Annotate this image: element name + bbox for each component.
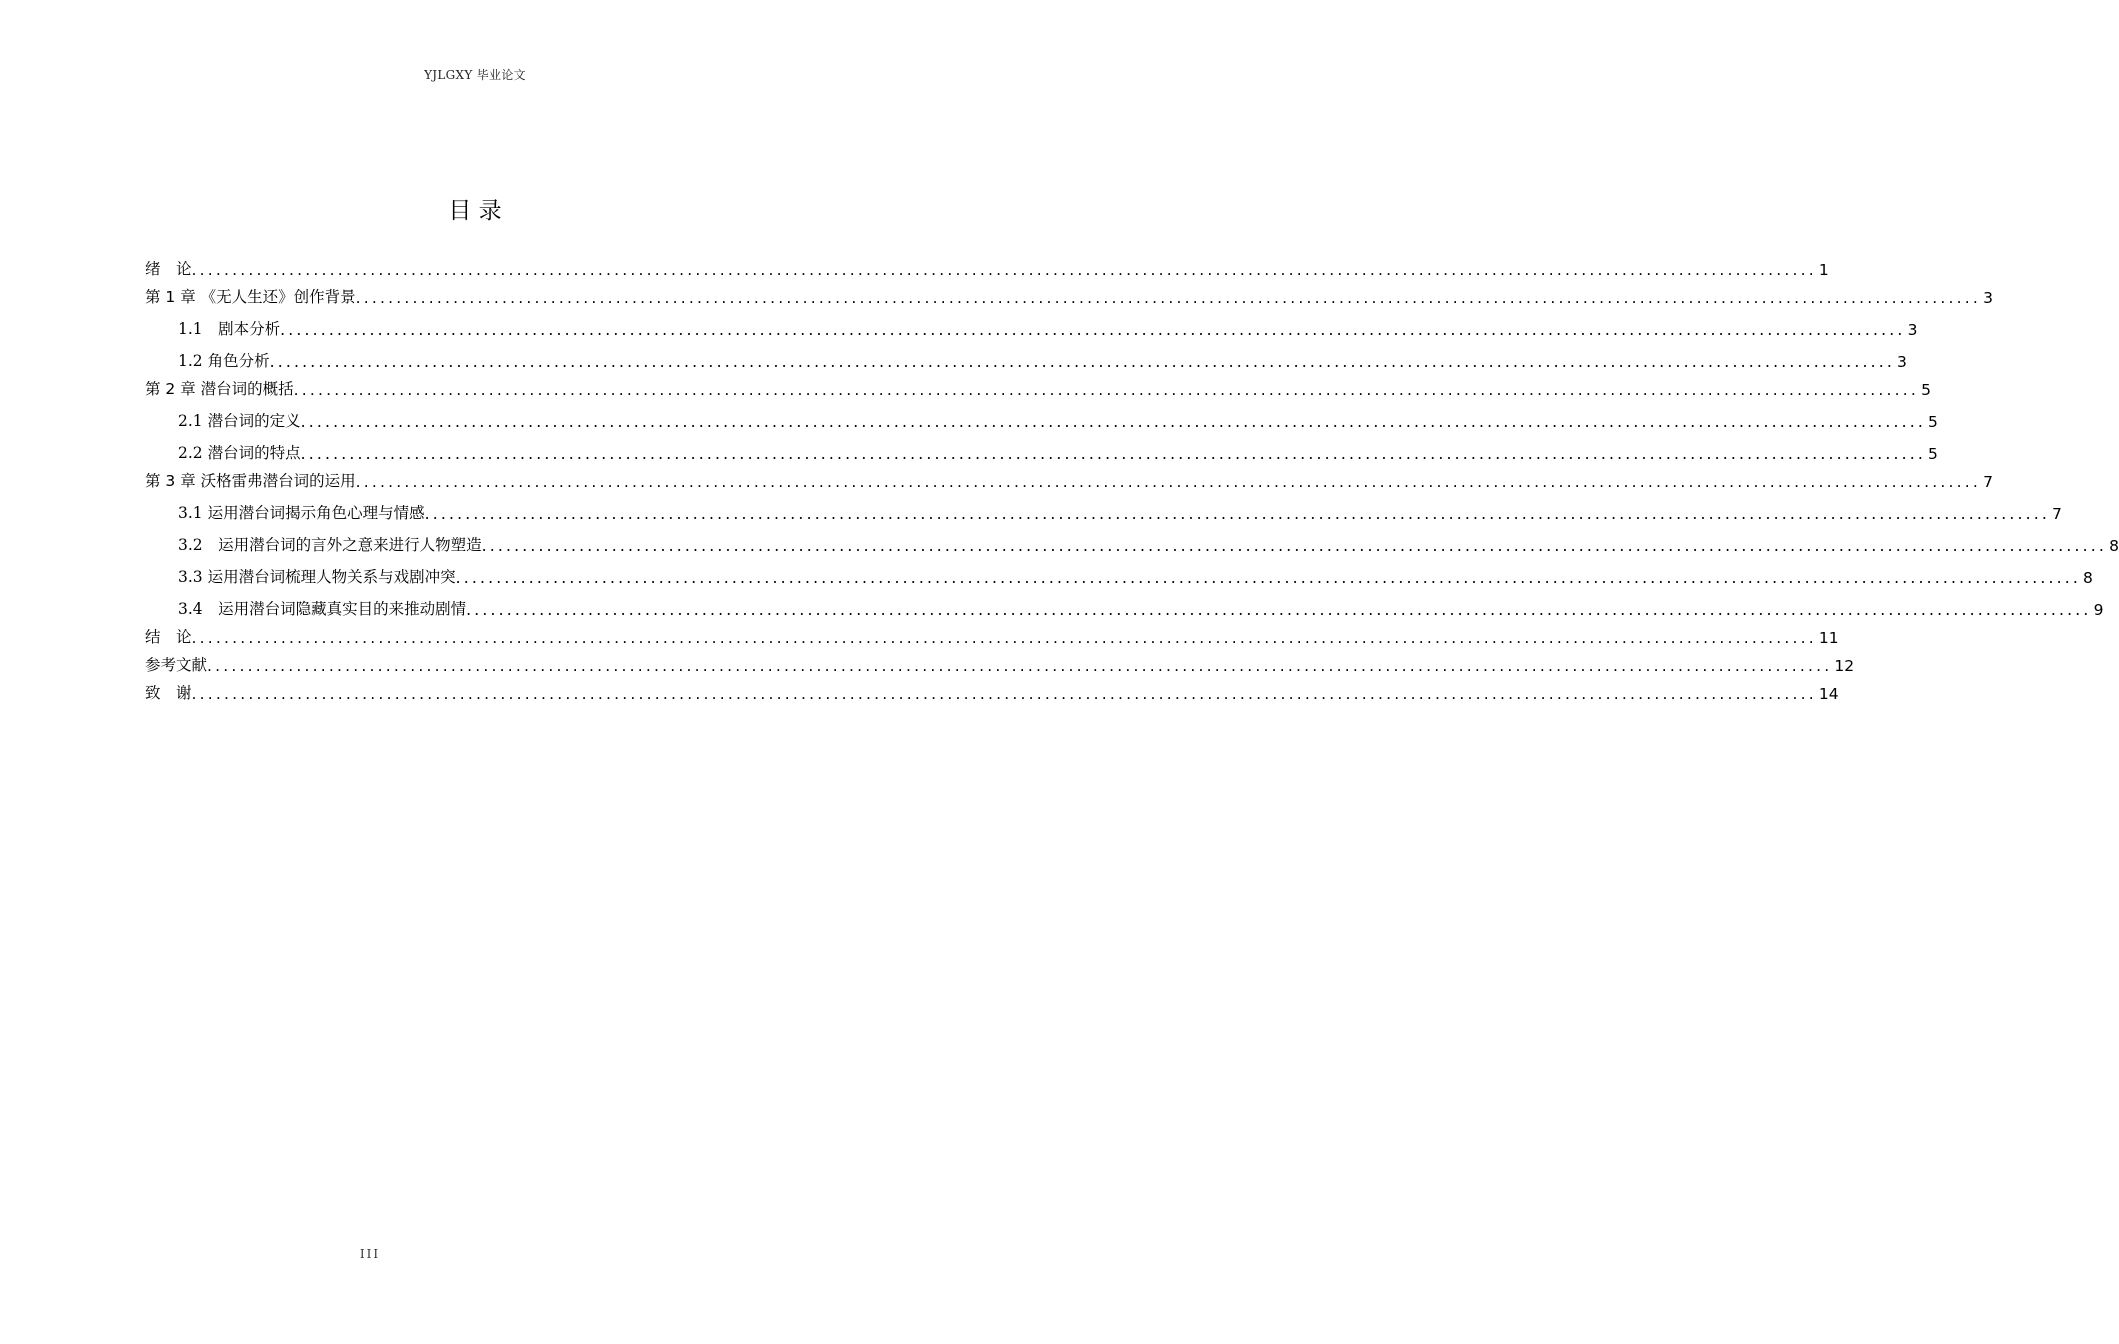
toc-entry[interactable] <box>145 340 1907 372</box>
toc-entry-page: 9 <box>2093 601 2104 619</box>
toc-entry-label: 3.1 运用潜台词揭示角色心理与情感 <box>178 504 425 522</box>
toc-entry[interactable] <box>145 280 1993 308</box>
toc-leader-dots: ........................................................................................................................................................................................................ <box>424 505 2050 523</box>
toc-entry-page: 5 <box>1927 413 1938 431</box>
toc-leader-dots: ........................................................................................................................................................................................................ <box>293 381 1920 399</box>
toc-entry-label: 第 3 章 沃格雷弗潜台词的运用 <box>145 472 356 490</box>
toc-entry-label: 结 论 <box>145 628 192 646</box>
toc-entry-label: 致 谢 <box>145 684 192 702</box>
table-of-contents <box>145 252 2119 704</box>
toc-entry-label: 第 2 章 潜台词的概括 <box>145 380 294 398</box>
toc-entry[interactable] <box>145 492 2062 524</box>
toc-entry-page: 12 <box>1834 657 1855 675</box>
toc-entry[interactable] <box>145 676 1839 704</box>
toc-leader-dots: ........................................................................................................................................................................................................ <box>355 289 1982 307</box>
toc-leader-dots: ........................................................................................................................................................................................................ <box>269 353 1895 371</box>
page-header: YJLGXY 毕业论文 <box>424 68 526 82</box>
toc-leader-dots: ........................................................................................................................................................................................................ <box>355 473 1982 491</box>
toc-leader-dots: ........................................................................................................................................................................................................ <box>207 657 1833 675</box>
toc-entry-label: 2.2 潜台词的特点 <box>178 444 301 462</box>
toc-leader-dots: ........................................................................................................................................................................................................ <box>300 413 1926 431</box>
toc-entry[interactable] <box>145 372 1931 400</box>
toc-entry[interactable] <box>145 648 1855 676</box>
toc-entry-page: 8 <box>2109 537 2119 555</box>
toc-entry-page: 7 <box>2052 505 2062 523</box>
toc-entry-label: 1.2 角色分析 <box>178 352 270 370</box>
header-divider <box>145 86 805 87</box>
toc-entry-label: 3.2 运用潜台词的言外之意来进行人物塑造 <box>178 536 482 554</box>
toc-entry-page: 5 <box>1927 445 1938 463</box>
toc-entry-label: 1.1 剧本分析 <box>178 320 281 338</box>
toc-entry-page: 11 <box>1818 629 1839 647</box>
toc-leader-dots: ........................................................................................................................................................................................................ <box>191 685 1817 703</box>
toc-entry-page: 7 <box>1983 473 1993 491</box>
page-number: III <box>359 1247 381 1261</box>
toc-entry-label: 绪 论 <box>145 260 192 278</box>
toc-entry[interactable] <box>145 432 1938 464</box>
toc-leader-dots: ........................................................................................................................................................................................................ <box>481 537 2108 555</box>
toc-entry[interactable] <box>145 620 1839 648</box>
toc-entry-page: 3 <box>1983 289 1993 307</box>
toc-entry-page: 1 <box>1818 261 1829 279</box>
toc-entry[interactable] <box>145 308 1918 340</box>
toc-entry-page: 5 <box>1921 381 1931 399</box>
toc-entry-page: 8 <box>2083 569 2093 587</box>
toc-entry-label: 3.3 运用潜台词梳理人物关系与戏剧冲突 <box>178 568 456 586</box>
toc-leader-dots: ........................................................................................................................................................................................................ <box>191 629 1817 647</box>
toc-entry-label: 3.4 运用潜台词隐藏真实目的来推动剧情 <box>178 600 467 618</box>
toc-entry-page: 14 <box>1818 685 1839 703</box>
toc-entry[interactable] <box>145 556 2093 588</box>
toc-entry[interactable] <box>145 252 1829 280</box>
toc-entry[interactable] <box>145 464 1993 492</box>
toc-entry-page: 3 <box>1896 353 1907 371</box>
toc-entry[interactable] <box>145 588 2104 620</box>
toc-entry-label: 第 1 章 《无人生还》创作背景 <box>145 288 356 306</box>
toc-entry-page: 3 <box>1907 321 1918 339</box>
toc-entry-label: 2.1 潜台词的定义 <box>178 412 301 430</box>
toc-leader-dots: ........................................................................................................................................................................................................ <box>280 321 1906 339</box>
toc-leader-dots: ........................................................................................................................................................................................................ <box>455 569 2081 587</box>
toc-leader-dots: ........................................................................................................................................................................................................ <box>466 601 2092 619</box>
toc-entry-label: 参考文献 <box>145 656 208 674</box>
toc-leader-dots: ........................................................................................................................................................................................................ <box>191 261 1817 279</box>
toc-entry[interactable] <box>145 400 1938 432</box>
toc-leader-dots: ........................................................................................................................................................................................................ <box>300 445 1926 463</box>
toc-title: 目 录 <box>448 198 502 224</box>
toc-entry[interactable] <box>145 524 2119 556</box>
